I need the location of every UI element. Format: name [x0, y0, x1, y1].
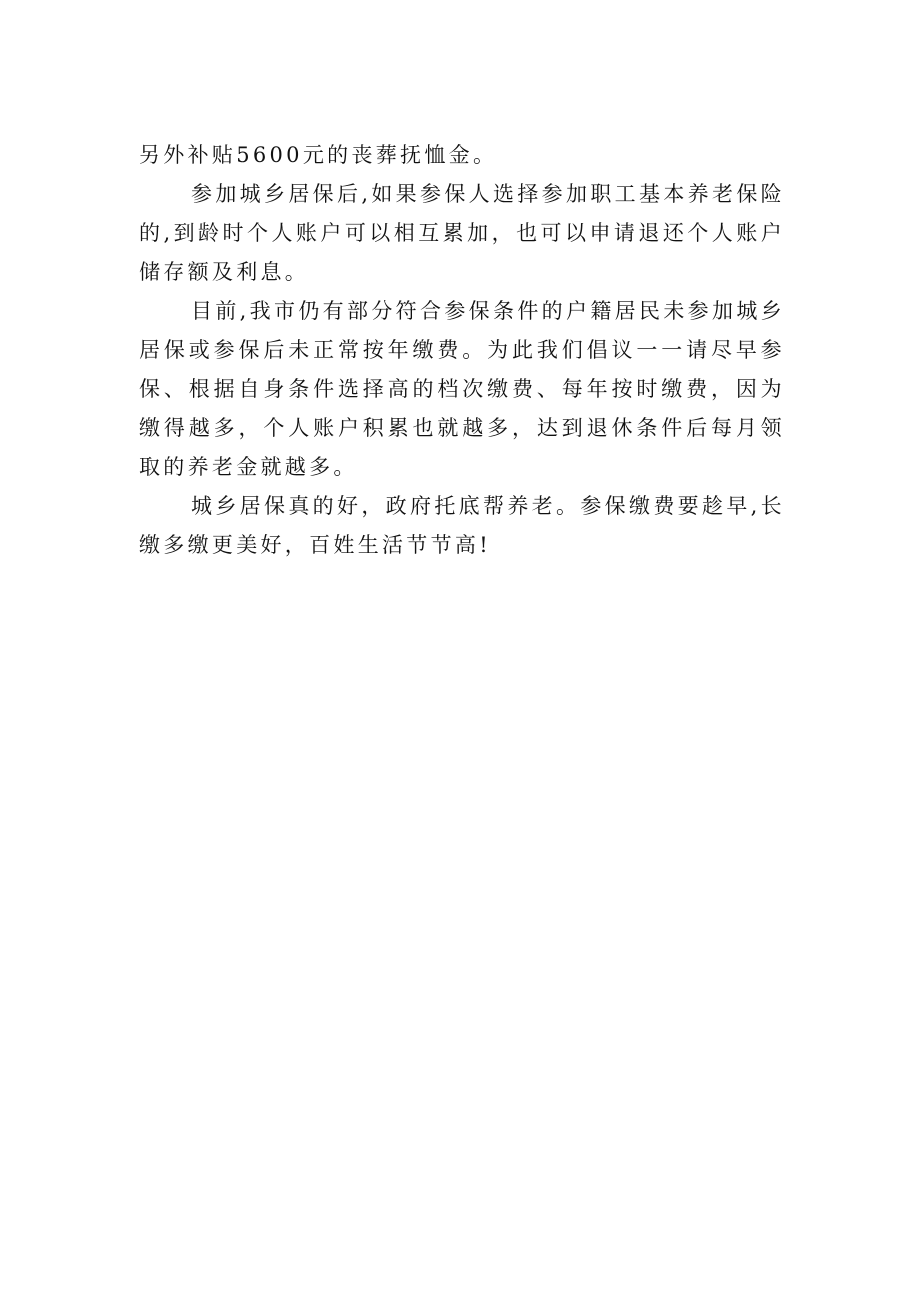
paragraph-participation-appeal: 目前,我市仍有部分符合参保条件的户籍居民未参加城乡居保或参保后未正常按年缴费。为此我们倡议一一请尽早参保、根据自身条件选择高的档次缴费、每年按时缴费，因为缴得越多，个人账户积累也就越多，达到退休条件后每月领取的养老金就越多。 — [139, 299, 785, 479]
paragraph-funeral-subsidy: 另外补贴5600元的丧葬抚恤金。 — [139, 143, 498, 167]
paragraph-closing-slogan: 城乡居保真的好，政府托底帮养老。参保缴费要趁早,长缴多缴更美好，百姓生活节节高! — [139, 494, 785, 557]
document-body — [139, 136, 785, 565]
paragraph-account-accumulation: 参加城乡居保后,如果参保人选择参加职工基本养老保险的,到龄时个人账户可以相互累加，也可以申请退还个人账户储存额及利息。 — [139, 182, 785, 284]
